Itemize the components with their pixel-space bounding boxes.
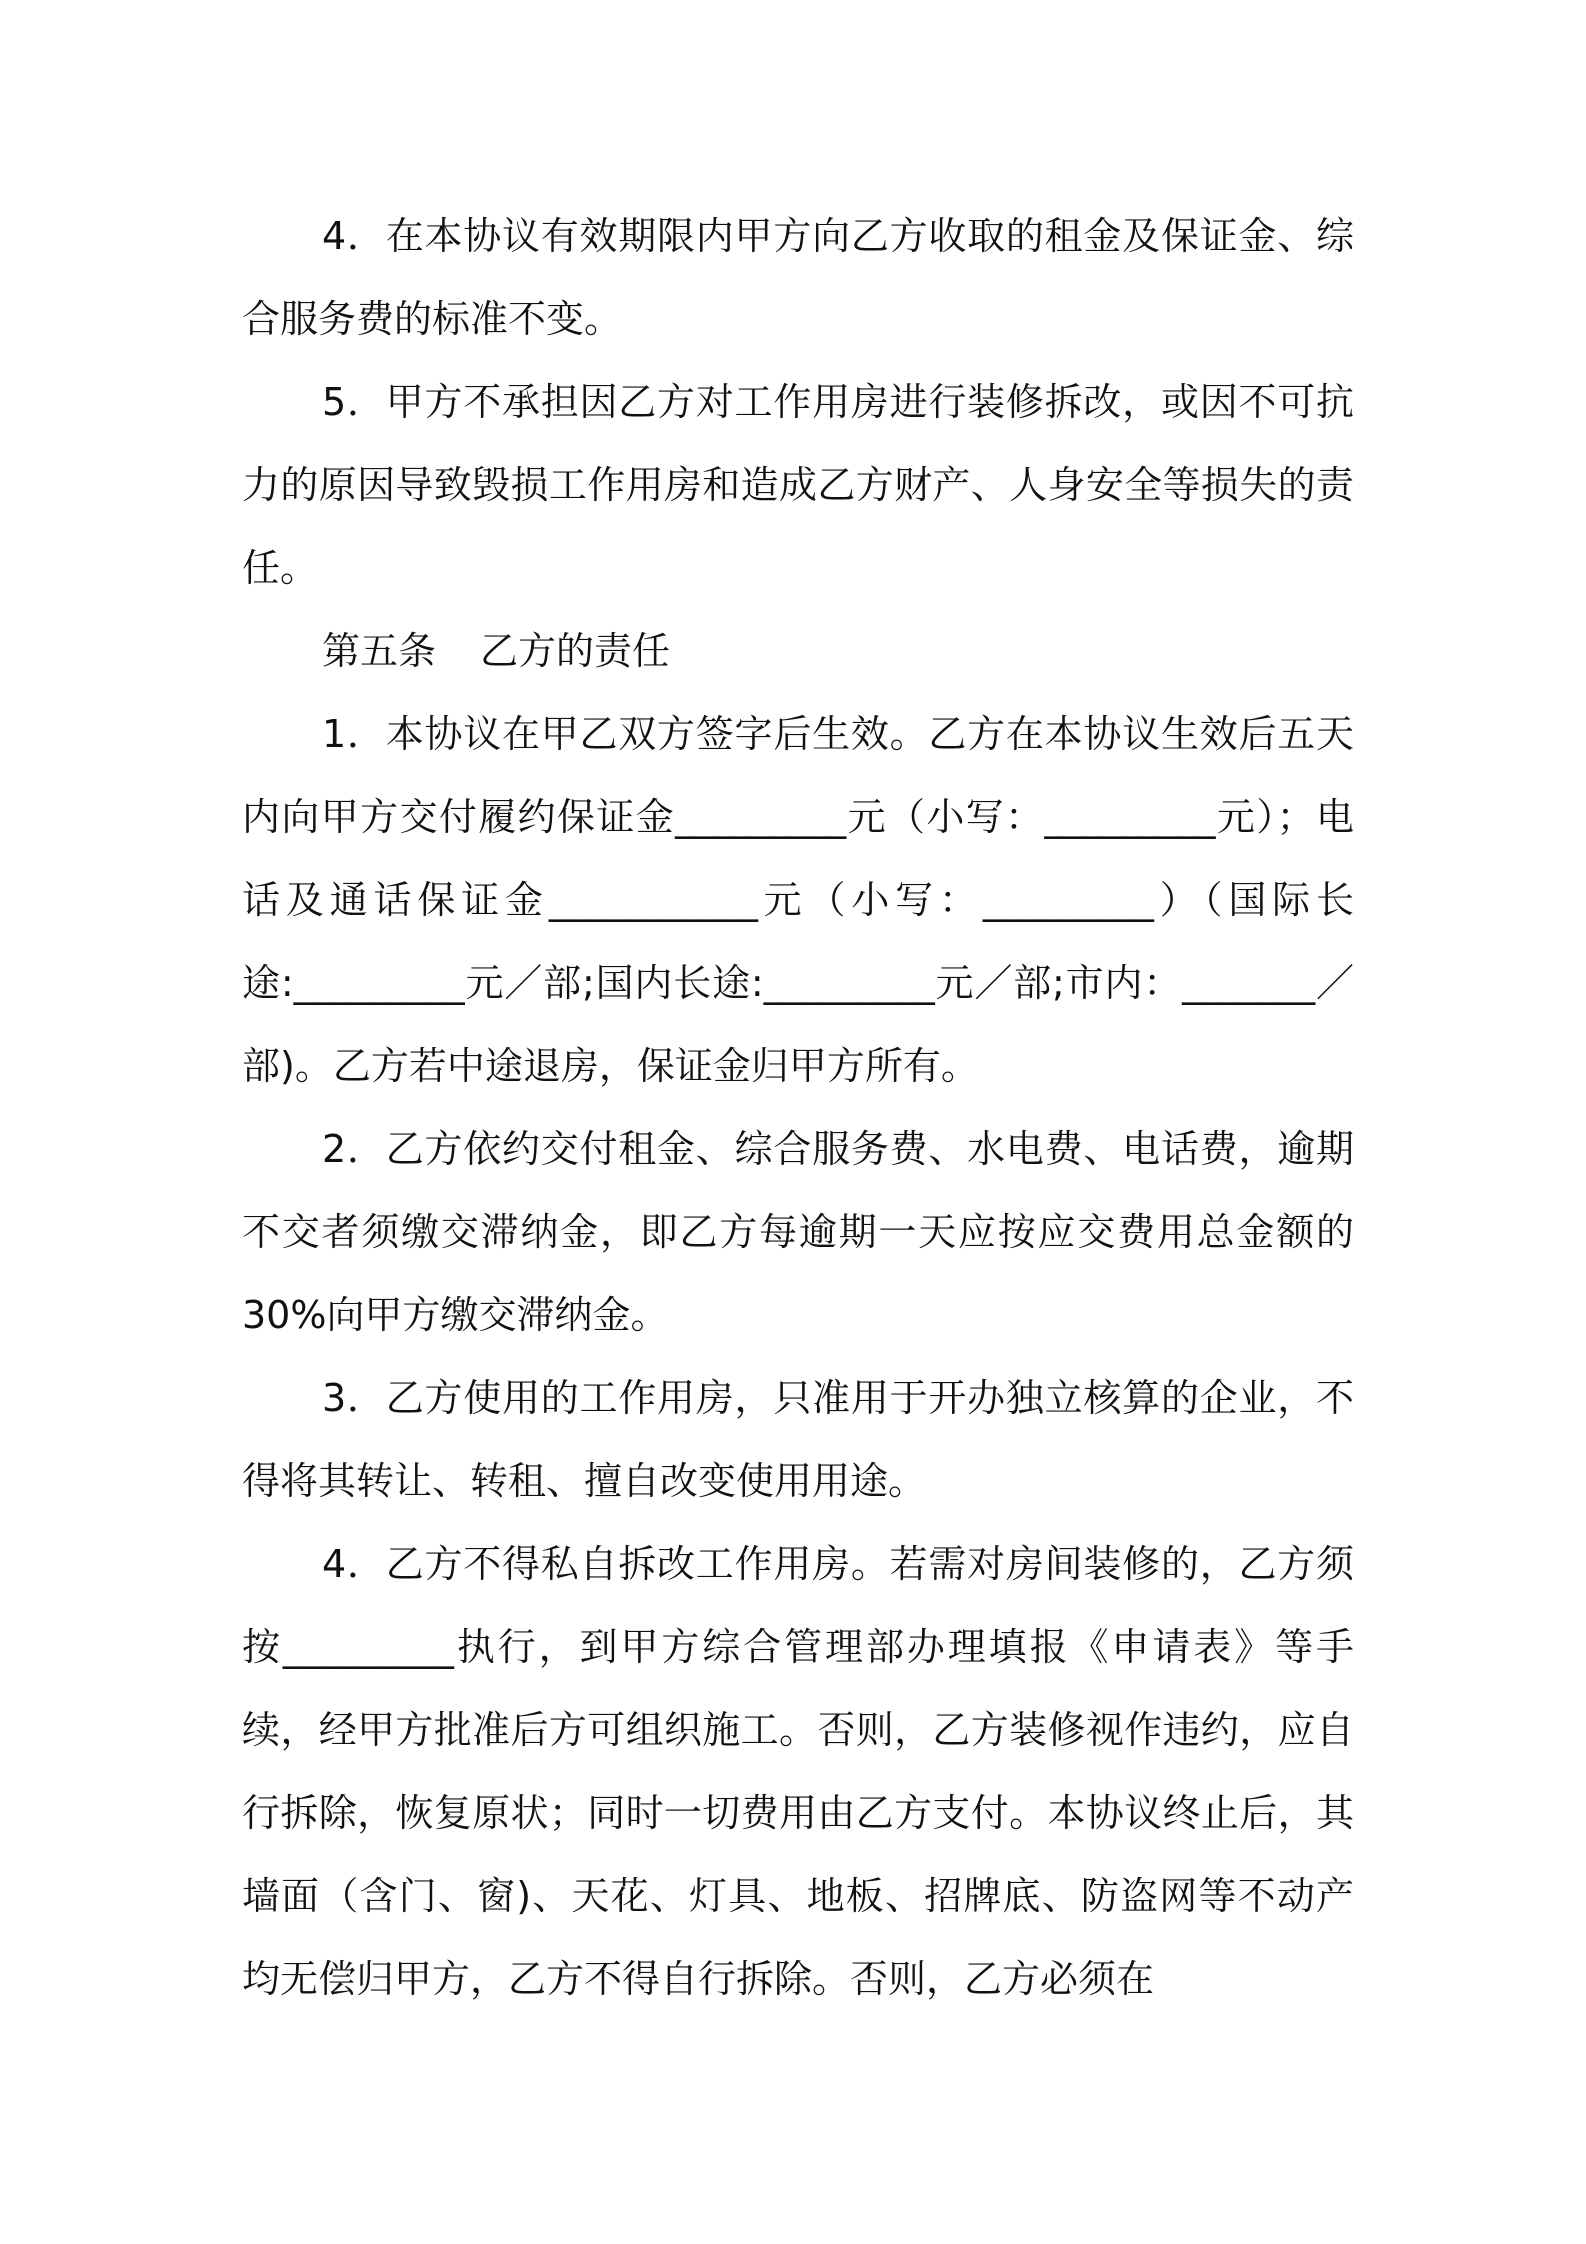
article-title: 乙方的责任	[480, 629, 671, 673]
clause-paragraph: 5．甲方不承担因乙方对工作用房进行装修拆改，或因不可抗力的原因导致毁损工作用房和造成乙方财产、人身安全等损失的责任。	[242, 380, 1354, 590]
document-page	[242, 195, 1354, 2021]
clause-paragraph: 1．本协议在甲乙双方签字后生效。乙方在本协议生效后五天内向甲方交付履约保证金_________元（小写：_________元）；电话及通话保证金___________元（小写：_________）（国际长途:_________元／部;国内长途:_________元／部;市内：_______／部)。乙方若中途退房，保证金归甲方所有。	[242, 712, 1354, 1088]
clause-paragraph: 2．乙方依约交付租金、综合服务费、水电费、电话费，逾期不交者须缴交滞纳金，即乙方每逾期一天应按应交费用总金额的30%向甲方缴交滞纳金。	[242, 1127, 1354, 1337]
clause-paragraph: 4．在本协议有效期限内甲方向乙方收取的租金及保证金、综合服务费的标准不变。	[242, 214, 1354, 341]
article-heading	[242, 610, 1354, 693]
article-number: 第五条	[322, 629, 437, 673]
clause-paragraph: 4．乙方不得私自拆改工作用房。若需对房间装修的，乙方须按_________执行，到甲方综合管理部办理填报《申请表》等手续，经甲方批准后方可组织施工。否则，乙方装修视作违约，应自行拆除，恢复原状；同时一切费用由乙方支付。本协议终止后，其墙面（含门、窗)、天花、灯具、地板、招牌底、防盗网等不动产均无偿归甲方，乙方不得自行拆除。否则，乙方必须在	[242, 1542, 1354, 2001]
clause-paragraph: 3．乙方使用的工作用房，只准用于开办独立核算的企业，不得将其转让、转租、擅自改变使用用途。	[242, 1376, 1354, 1503]
